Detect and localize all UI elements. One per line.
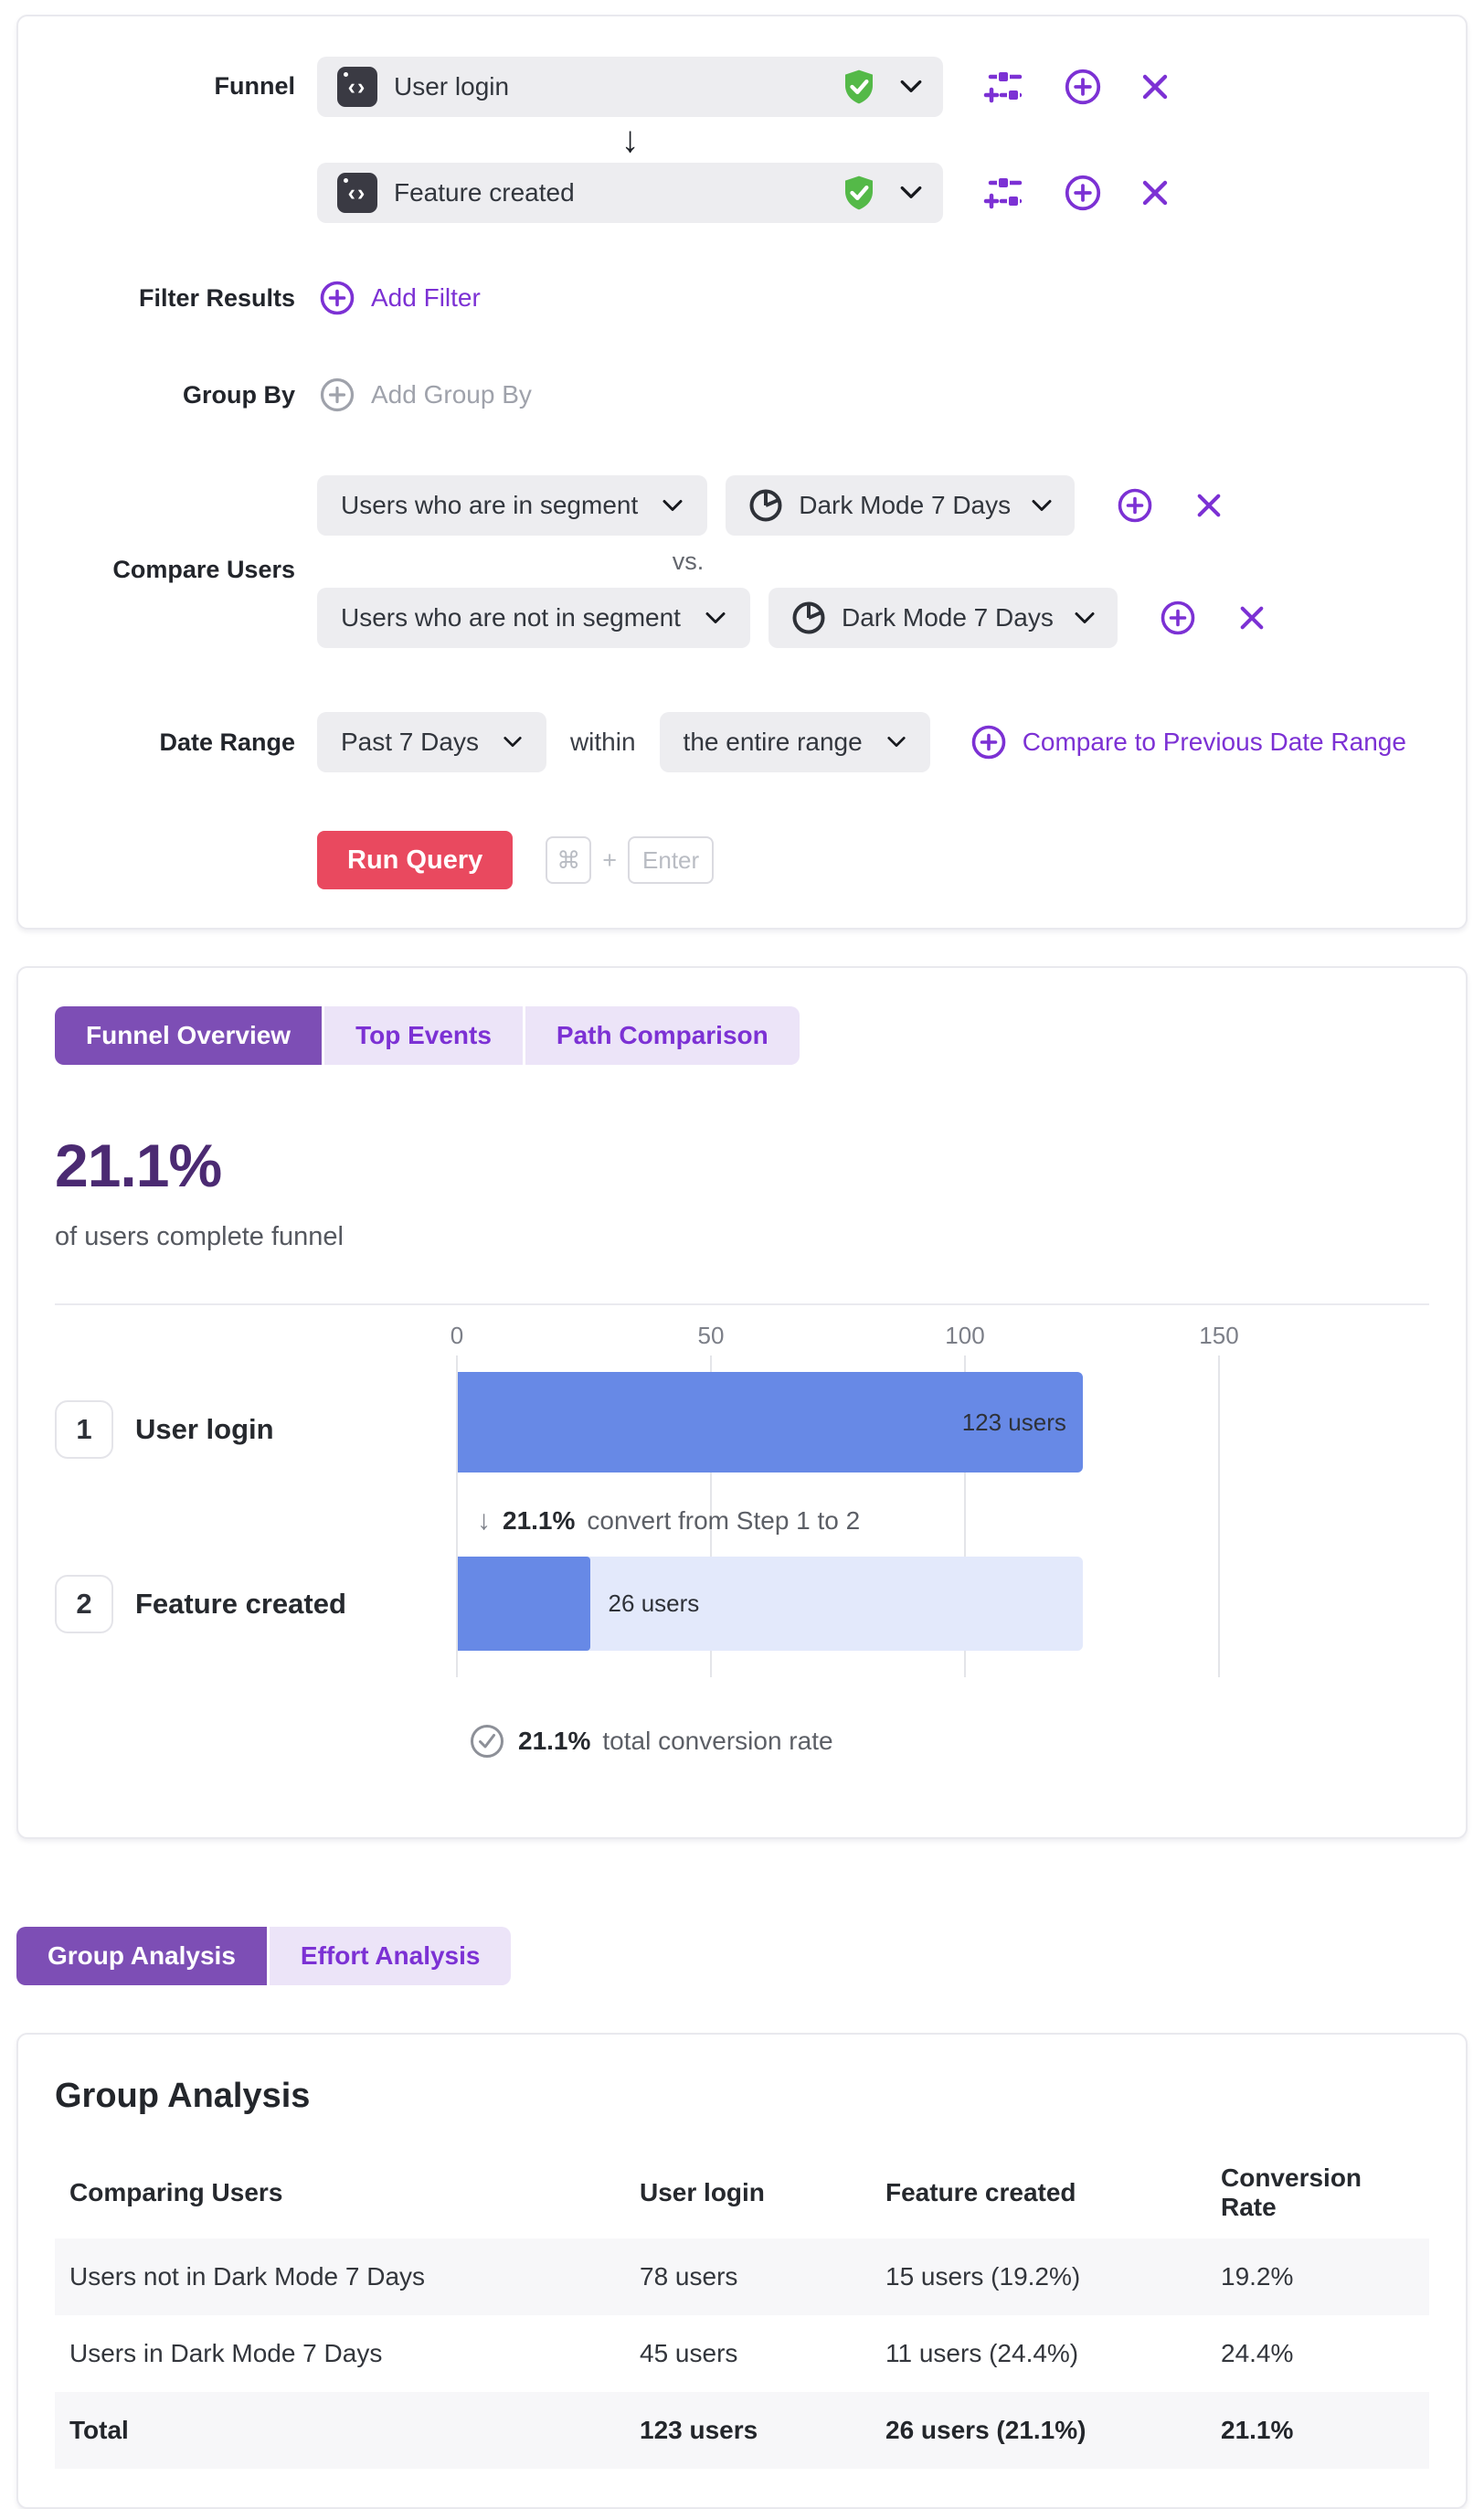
funnel-label: Funnel	[214, 72, 295, 100]
chevron-down-icon	[503, 735, 523, 750]
funnel-step-1-select[interactable]	[317, 57, 943, 117]
funnel-results-card	[16, 966, 1468, 1839]
total-conversion-text: total conversion rate	[602, 1727, 833, 1755]
vs-label: vs.	[672, 548, 705, 575]
date-range-label: Date Range	[159, 728, 295, 756]
add-filter-plus-icon	[317, 278, 357, 318]
run-query-row	[18, 831, 1466, 889]
down-arrow-icon: ↓	[477, 1505, 491, 1536]
add-step-button[interactable]	[1062, 66, 1104, 108]
range-scope-select[interactable]: the entire range	[660, 712, 930, 772]
segment-clause-select[interactable]: Users who are in segment	[317, 475, 707, 536]
tab-funnel-overview[interactable]: Funnel Overview	[55, 1006, 322, 1065]
step-1-label: User login	[135, 1413, 274, 1445]
col-user-login: User login	[640, 2178, 765, 2206]
remove-step-button[interactable]	[1140, 178, 1170, 207]
pie-chart-icon	[790, 600, 827, 636]
shortcut-plus: +	[602, 845, 618, 874]
overall-conversion-value: 21.1%	[55, 1132, 222, 1199]
filter-results-row	[18, 278, 1466, 318]
add-filter-button[interactable]: Add Filter	[317, 278, 481, 318]
enter-key: Enter	[628, 836, 714, 884]
step-2-bar-value: 26 users	[608, 1589, 700, 1617]
funnel-step-2-name: Feature created	[394, 178, 575, 207]
group-by-label: Group By	[182, 380, 295, 409]
step-settings-button[interactable]	[983, 67, 1025, 107]
verified-shield-icon	[841, 69, 877, 105]
chevron-down-icon	[886, 735, 906, 750]
results-tabs	[55, 1006, 800, 1065]
col-conversion-rate: Conversion Rate	[1221, 2163, 1362, 2221]
chevron-down-icon	[1031, 498, 1053, 514]
compare-previous-plus-icon	[969, 722, 1009, 762]
date-range-row	[18, 712, 1466, 772]
step-conversion-text: convert from Step 1 to 2	[587, 1506, 861, 1535]
within-label: within	[569, 728, 636, 756]
chevron-down-icon	[1074, 611, 1096, 626]
table-header-row	[55, 2147, 1429, 2238]
run-query-button[interactable]: Run Query	[317, 831, 513, 889]
tab-top-events[interactable]: Top Events	[324, 1006, 523, 1065]
chevron-down-icon	[662, 498, 684, 514]
col-comparing-users: Comparing Users	[69, 2178, 283, 2206]
group-analysis-title: Group Analysis	[55, 2077, 311, 2115]
funnel-step-row	[317, 163, 1170, 223]
compare-previous-range-button[interactable]: Compare to Previous Date Range	[969, 722, 1406, 762]
check-circle-icon	[468, 1722, 506, 1760]
total-conversion-note	[468, 1720, 833, 1762]
step-2-badge: 2	[55, 1575, 113, 1633]
x-tick-100: 100	[945, 1322, 985, 1349]
add-group-by-button[interactable]: Add Group By	[317, 375, 532, 415]
funnel-step-1-name: User login	[394, 72, 510, 101]
group-by-row	[18, 375, 1466, 415]
step-conversion-note	[477, 1497, 860, 1545]
add-compare-group-button[interactable]	[1115, 485, 1155, 526]
x-tick-50: 50	[697, 1322, 725, 1349]
filter-results-label: Filter Results	[138, 283, 295, 312]
compare-users-label: Compare Users	[112, 555, 295, 583]
cmd-key: ⌘	[546, 836, 591, 884]
funnel-row	[18, 57, 1466, 223]
group-analysis-card	[16, 2033, 1468, 2509]
results-divider	[55, 1303, 1429, 1305]
segment-select[interactable]: Dark Mode 7 Days	[768, 588, 1118, 648]
compare-users-controls	[317, 475, 1266, 648]
table-row: Users not in Dark Mode 7 Days 78 users 15 users (19.2%) 19.2%	[55, 2238, 1429, 2315]
group-analysis-table	[55, 2147, 1429, 2469]
step-2-bar[interactable]	[458, 1557, 590, 1651]
overall-conversion-caption: of users complete funnel	[55, 1222, 344, 1251]
add-step-button[interactable]	[1062, 172, 1104, 214]
step-2-label: Feature created	[135, 1588, 346, 1620]
run-query-shortcut	[546, 836, 714, 884]
tab-group-analysis[interactable]: Group Analysis	[16, 1927, 267, 1985]
tab-effort-analysis[interactable]: Effort Analysis	[270, 1927, 512, 1985]
chevron-down-icon	[899, 79, 923, 95]
funnel-step-2-select[interactable]	[317, 163, 943, 223]
step-1-bar-value: 123 users	[961, 1408, 1066, 1436]
gridline	[1218, 1355, 1220, 1677]
segment-select[interactable]: Dark Mode 7 Days	[726, 475, 1075, 536]
date-range-select[interactable]: Past 7 Days	[317, 712, 546, 772]
event-code-icon: ‹›	[337, 67, 377, 107]
segment-clause-select[interactable]: Users who are not in segment	[317, 588, 750, 648]
pie-chart-icon	[747, 487, 784, 524]
step-1-badge: 1	[55, 1400, 113, 1459]
compare-users-row	[18, 475, 1466, 648]
funnel-steps	[317, 57, 1170, 223]
query-builder-card	[16, 15, 1468, 930]
step-conversion-pct: 21.1%	[503, 1506, 576, 1535]
verified-shield-icon	[841, 175, 877, 211]
funnel-step-row	[317, 57, 1170, 117]
total-conversion-pct: 21.1%	[518, 1727, 591, 1755]
event-code-icon: ‹›	[337, 173, 377, 213]
x-tick-0: 0	[450, 1322, 464, 1349]
remove-step-button[interactable]	[1140, 72, 1170, 101]
analysis-tabs	[16, 1927, 511, 1985]
x-tick-150: 150	[1199, 1322, 1239, 1349]
compare-line-1	[317, 475, 1266, 536]
remove-compare-group-button[interactable]	[1238, 604, 1266, 632]
step-order-arrow-icon: ↓	[620, 120, 640, 160]
funnel-bar-chart	[55, 1316, 1429, 1784]
table-total-row: Total 123 users 26 users (21.1%) 21.1%	[55, 2392, 1429, 2469]
table-row: Users in Dark Mode 7 Days 45 users 11 users (24.4%) 24.4%	[69, 2339, 1294, 2367]
chevron-down-icon	[899, 185, 923, 201]
tab-path-comparison[interactable]: Path Comparison	[525, 1006, 800, 1065]
add-compare-group-button[interactable]	[1158, 598, 1198, 638]
compare-line-2	[317, 588, 1266, 648]
add-group-by-plus-icon	[317, 375, 357, 415]
col-feature-created: Feature created	[885, 2178, 1076, 2206]
chevron-down-icon	[705, 611, 726, 626]
remove-compare-group-button[interactable]	[1195, 492, 1223, 519]
step-settings-button[interactable]	[983, 173, 1025, 213]
